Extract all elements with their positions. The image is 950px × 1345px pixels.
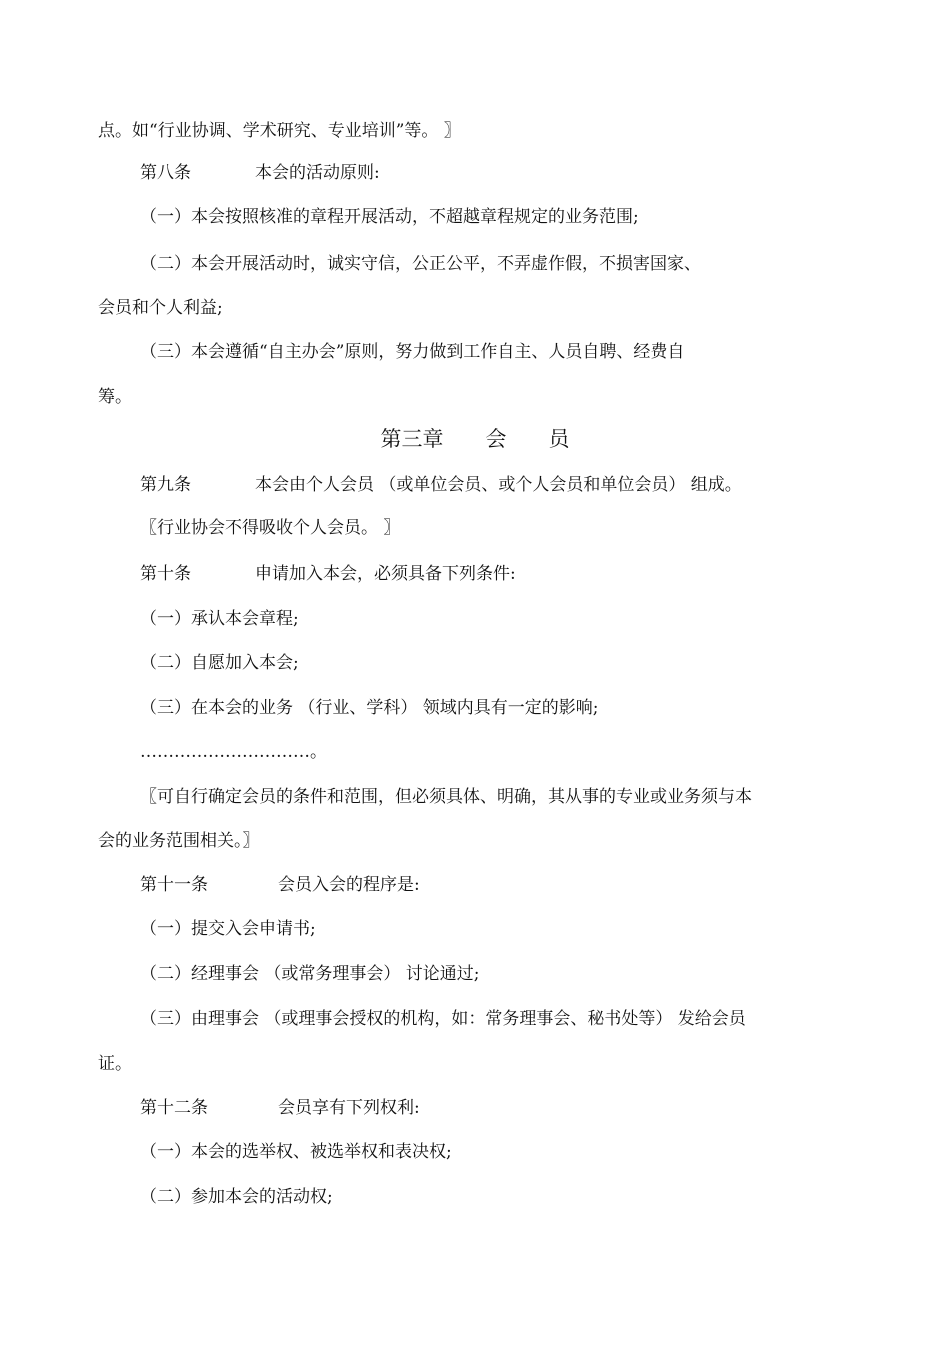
text-line: （三）由理事会 （或理事会授权的机构，如：常务理事会、秘书处等） 发给会员 <box>140 1009 746 1029</box>
text-line: （二）自愿加入本会; <box>140 653 299 673</box>
text-line: 〖行业协会不得吸收个人会员。 〗 <box>140 518 401 538</box>
article-number: 第八条 <box>140 163 191 183</box>
article-text: 本会由个人会员 （或单位会员、或个人会员和单位会员） 组成。 <box>255 475 742 495</box>
text-line: （三）本会遵循“自主办会”原则，努力做到工作自主、人员自聘、经费自 <box>140 342 685 362</box>
text-line: （一）提交入会申请书; <box>140 919 316 939</box>
article-number: 第十二条 <box>140 1098 208 1118</box>
text-line: （二）参加本会的活动权; <box>140 1187 333 1207</box>
article-text: 会员享有下列权利: <box>278 1098 420 1118</box>
text-line: （三）在本会的业务 （行业、学科） 领域内具有一定的影响; <box>140 698 599 718</box>
article-number: 第十一条 <box>140 875 208 895</box>
text-line: 点。如“行业协调、学术研究、专业培训”等。 〗 <box>98 121 461 141</box>
article-text: 会员入会的程序是: <box>278 875 420 895</box>
article-number: 第九条 <box>140 475 191 495</box>
article-text: 本会的活动原则: <box>255 163 380 183</box>
text-line: …………………………。 <box>140 742 327 762</box>
text-line: （一）本会的选举权、被选举权和表决权; <box>140 1142 452 1162</box>
text-line: 〖可自行确定会员的条件和范围，但必须具体、明确，其从事的专业或业务须与本 <box>140 787 752 807</box>
text-line: 筹。 <box>98 387 132 407</box>
text-line: （二）本会开展活动时，诚实守信，公正公平，不弄虚作假，不损害国家、 <box>140 254 701 274</box>
text-line: 证。 <box>98 1054 132 1074</box>
text-line: 会的业务范围相关。〗 <box>98 831 260 851</box>
text-line: （二）经理事会 （或常务理事会） 讨论通过; <box>140 964 480 984</box>
text-line: 会员和个人利益; <box>98 298 223 318</box>
chapter-heading: 第三章 会 员 <box>380 427 570 451</box>
text-line: （一）承认本会章程; <box>140 609 299 629</box>
article-number: 第十条 <box>140 564 191 584</box>
text-line: （一）本会按照核准的章程开展活动，不超越章程规定的业务范围; <box>140 207 639 227</box>
article-text: 申请加入本会，必须具备下列条件: <box>255 564 516 584</box>
